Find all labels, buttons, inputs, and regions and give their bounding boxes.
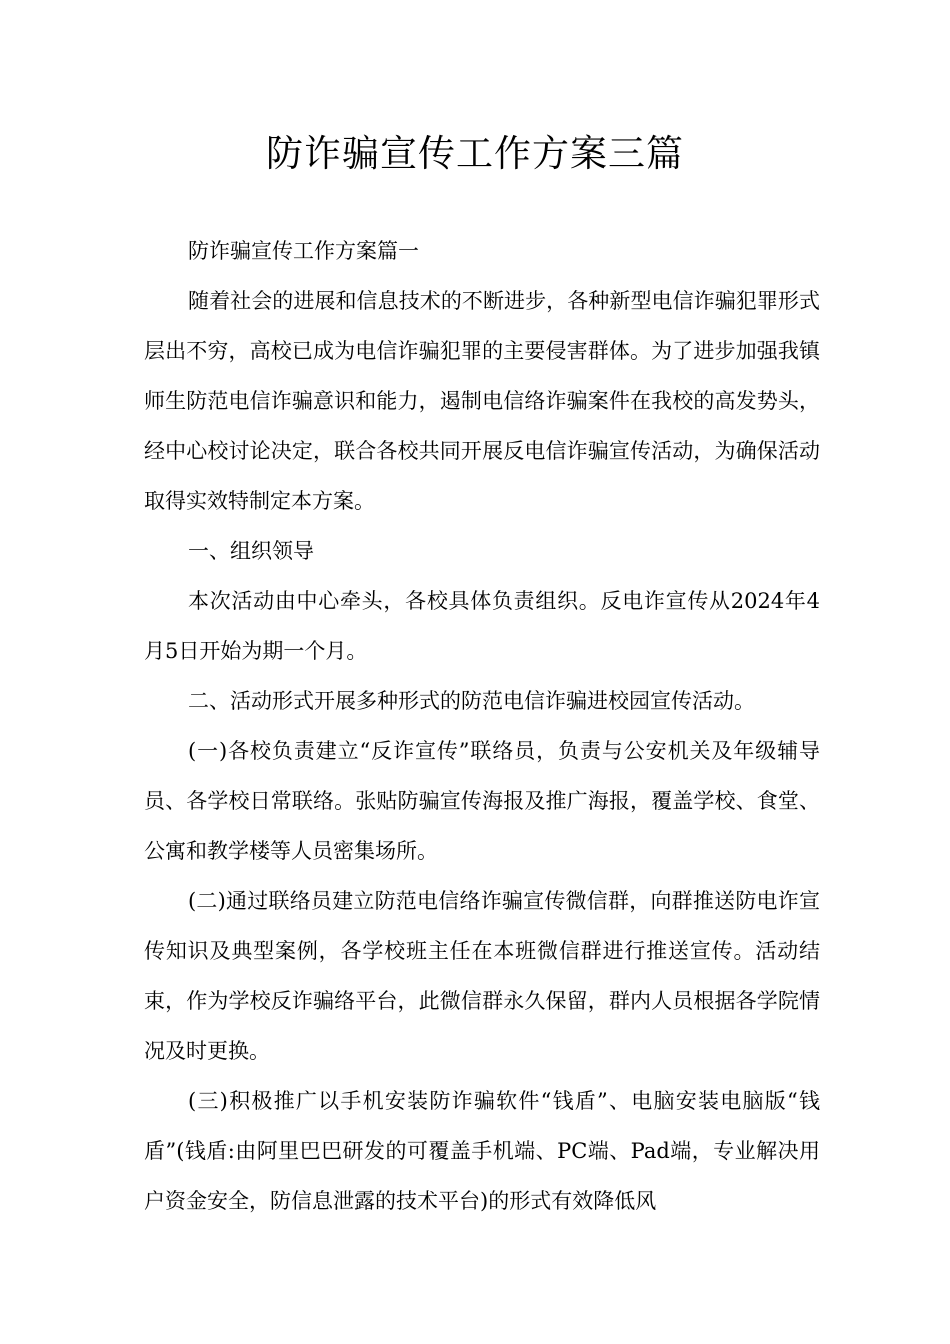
section-heading-organization: 一、组织领导: [188, 539, 314, 563]
section-heading-activity-form: 二、活动形式开展多种形式的防范电信诈骗进校园宣传活动。: [188, 689, 755, 713]
activity-item-1: (一)各校负责建立“反诈宣传”联络员，负责与公安机关及年级辅导员、各学校日常联络。张贴防骗宣传海报及推广海报，覆盖学校、食堂、公寓和教学楼等人员密集场所。: [144, 739, 820, 863]
section-heading-part-one: 防诈骗宣传工作方案篇一: [188, 239, 419, 263]
organization-paragraph: 本次活动由中心牵头，各校具体负责组织。反电诈宣传从2024年4月5日开始为期一个月。: [144, 589, 820, 663]
intro-paragraph: 随着社会的进展和信息技术的不断进步，各种新型电信诈骗犯罪形式层出不穷，高校已成为电信诈骗犯罪的主要侵害群体。为了进步加强我镇师生防范电信诈骗意识和能力，遏制电信络诈骗案件在我校的高发势头，经中心校讨论决定，联合各校共同开展反电信诈骗宣传活动，为确保活动取得实效特制定本方案。: [144, 289, 820, 513]
activity-item-2: (二)通过联络员建立防范电信络诈骗宣传微信群，向群推送防电诈宣传知识及典型案例，各学校班主任在本班微信群进行推送宣传。活动结束，作为学校反诈骗络平台，此微信群永久保留，群内人员根据各学院情况及时更换。: [144, 889, 820, 1063]
activity-item-3: (三)积极推广以手机安装防诈骗软件“钱盾”、电脑安装电脑版“钱盾”(钱盾:由阿里巴巴研发的可覆盖手机端、PC端、Pad端，专业解决用户资金安全，防信息泄露的技术平台)的形式有效降低风: [144, 1089, 820, 1213]
document-body: [144, 226, 820, 1226]
document-title: 防诈骗宣传工作方案三篇: [266, 132, 684, 175]
